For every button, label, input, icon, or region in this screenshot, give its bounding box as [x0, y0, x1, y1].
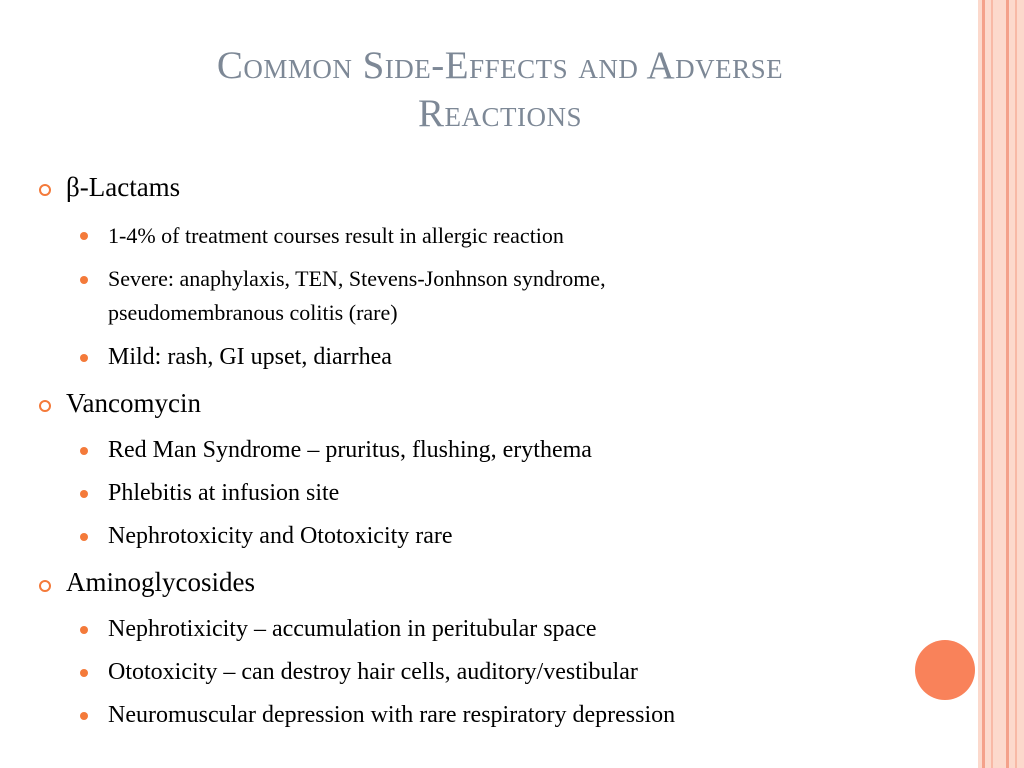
decorative-stripe	[991, 0, 993, 768]
level2-bullet-icon	[80, 626, 88, 634]
slide-title-line-1: Common Side-Effects and Adverse	[216, 44, 784, 87]
list-item: Nephrotixicity – accumulation in peritubular space	[108, 616, 597, 642]
decorative-stripe	[1015, 0, 1017, 768]
list-item: Severe: anaphylaxis, TEN, Stevens-Jonhnson syndrome,	[108, 266, 606, 291]
section-heading-beta-lactams: β-Lactams	[66, 172, 181, 202]
section-heading-vancomycin: Vancomycin	[66, 388, 201, 418]
list-item: Ototoxicity – can destroy hair cells, auditory/vestibular	[108, 659, 638, 685]
section-heading-aminoglycosides: Aminoglycosides	[66, 567, 255, 597]
list-item: Neuromuscular depression with rare respiratory depression	[108, 702, 676, 728]
level1-bullet-icon	[39, 580, 51, 592]
decorative-stripe	[982, 0, 985, 768]
level1-bullet-icon	[39, 184, 51, 196]
decorative-stripe	[1006, 0, 1009, 768]
level2-bullet-icon	[80, 533, 88, 541]
list-item: Phlebitis at infusion site	[108, 480, 340, 506]
list-item: Mild: rash, GI upset, diarrhea	[108, 344, 392, 370]
list-item: Red Man Syndrome – pruritus, flushing, erythema	[108, 437, 592, 463]
level2-bullet-icon	[80, 232, 88, 240]
level2-bullet-icon	[80, 712, 88, 720]
level2-bullet-icon	[80, 354, 88, 362]
level2-bullet-icon	[80, 669, 88, 677]
level1-bullet-icon	[39, 400, 51, 412]
level2-bullet-icon	[80, 490, 88, 498]
list-item-continuation: pseudomembranous colitis (rare)	[108, 300, 398, 325]
slide-title-line-2: Reactions	[417, 92, 582, 135]
level2-bullet-icon	[80, 276, 88, 284]
list-item: Nephrotoxicity and Ototoxicity rare	[108, 523, 453, 549]
list-item: 1-4% of treatment courses result in allergic reaction	[108, 223, 564, 248]
level2-bullet-icon	[80, 447, 88, 455]
